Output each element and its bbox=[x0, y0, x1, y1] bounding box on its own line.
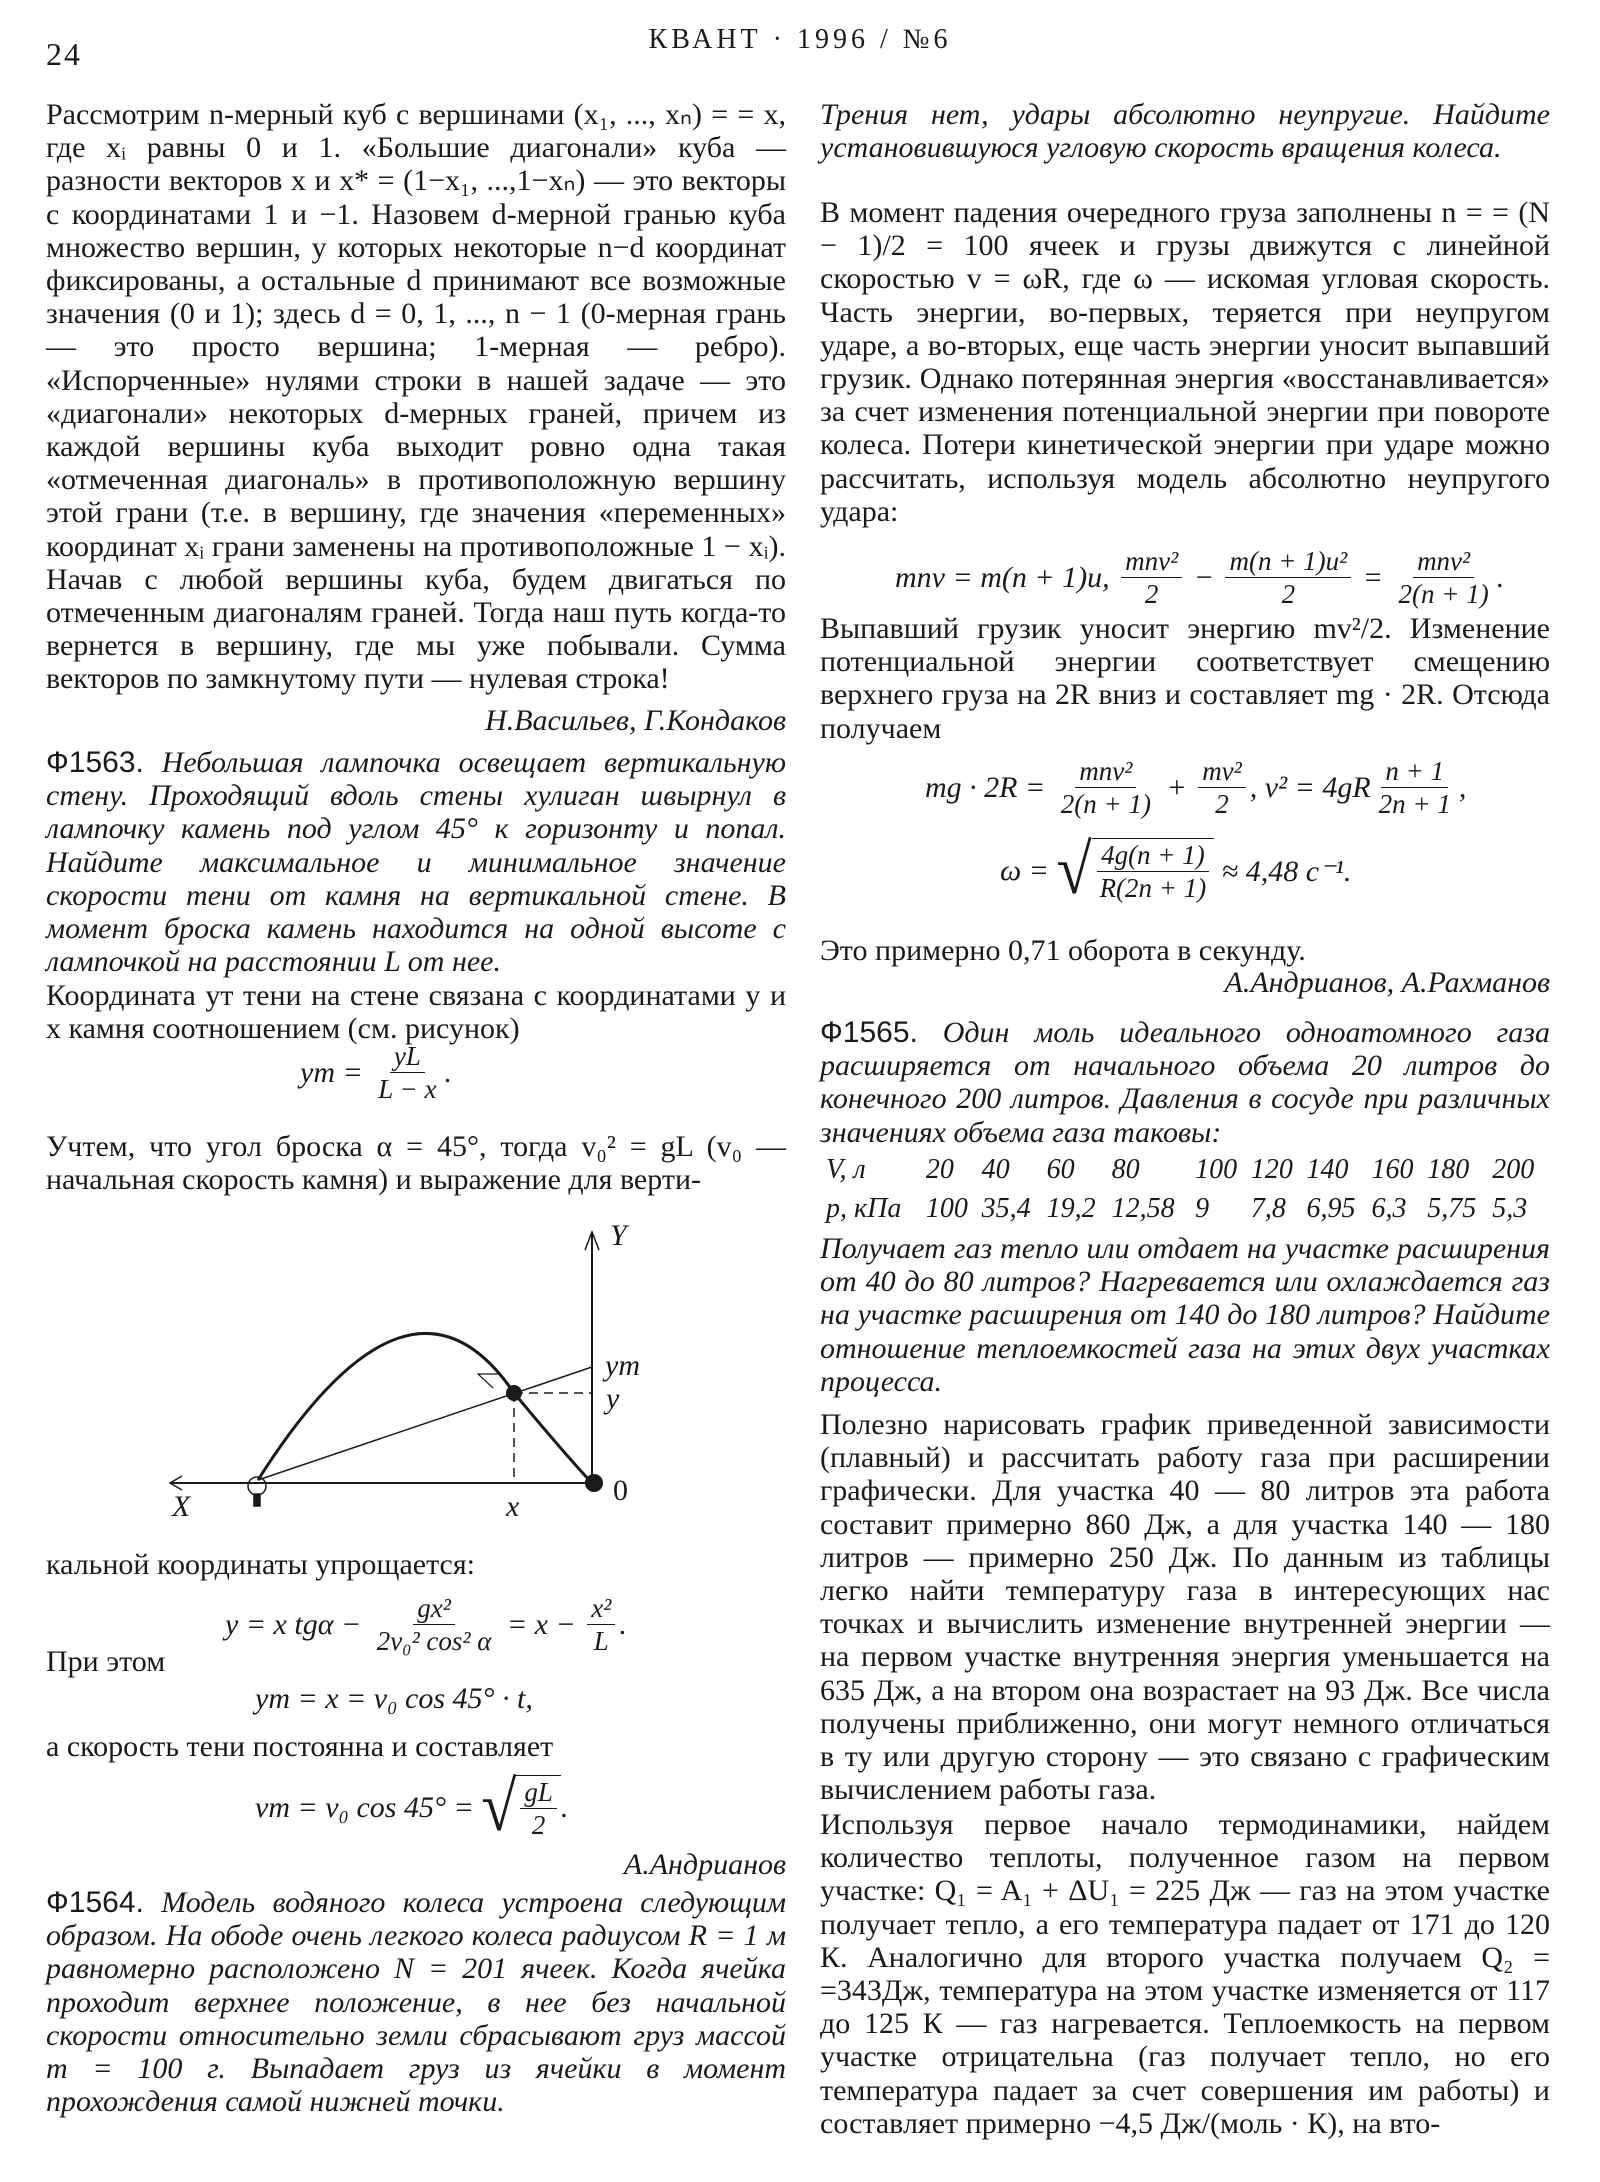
formula-text: mnv = m(n + 1)u, bbox=[895, 560, 1118, 594]
author-signature: Н.Васильев, Г.Кондаков bbox=[485, 704, 786, 737]
table-cell: 9 bbox=[1195, 1192, 1210, 1224]
problem-label: Ф1563. bbox=[46, 746, 144, 779]
denominator: 2v₀² cos² α bbox=[376, 1626, 492, 1656]
fraction bbox=[1057, 755, 1155, 820]
table-cell: 19,2 bbox=[1046, 1192, 1096, 1224]
table-cell: 40 bbox=[981, 1153, 1010, 1185]
pressure-volume-table bbox=[826, 1150, 1548, 1228]
problem-text-continued: Трения нет, удары абсолютно неупругие. Найдите установившуюся угловую скорость вращения колеса. bbox=[820, 98, 1550, 165]
equation bbox=[895, 545, 1504, 610]
equation bbox=[255, 1682, 533, 1716]
stone-icon bbox=[506, 1385, 522, 1401]
formula-text: . bbox=[619, 1607, 627, 1641]
table-cell: 35,4 bbox=[981, 1192, 1031, 1224]
author-signature: А.Андрианов bbox=[623, 1848, 786, 1881]
velocity-arrow bbox=[478, 1374, 498, 1388]
fraction bbox=[1395, 545, 1493, 610]
solution-paragraph: Рассмотрим n-мерный куб с вершинами (x₁, ..., xₙ) = = x, где xᵢ равны 0 и 1. «Большие диагонали» куба — разности векторов x и x* = (1−x₁, ...,1−xₙ) — это векторы с координатами 1 и −1. Назовем d-мерной гранью куба множество вершин, у которых некоторые n−d координат фиксированы, а остальные d принимают все возможные значения (0 и 1); здесь d = 0, 1, ..., n − 1 (0-мерная грань — это просто вершина; 1-мерная — ребро). «Испорченные» нулями строки в нашей задаче — это «диагонали» некоторых d-мерных граней, причем из каждой вершины куба выходит ровно одна такая «отмеченная диагональ» в противоположную вершину этой грани (т.е. в вершину, где значения «переменных» координат xᵢ грани заменены на противоположные 1 − xᵢ). Начав с любой вершины куба, будем двигаться по отмеченным диагоналям граней. Тогда наш путь когда-то вернется в вершину, где мы уже побывали. Сумма векторов по замкнутому пути — нулевая строка! bbox=[46, 98, 786, 696]
numerator: yL bbox=[390, 1040, 425, 1073]
denominator: 2(n + 1) bbox=[1398, 579, 1489, 609]
equation bbox=[255, 1767, 569, 1846]
x-axis-label: X bbox=[172, 1490, 191, 1523]
thrower-point-icon bbox=[585, 1474, 603, 1492]
table-cell: 12,58 bbox=[1111, 1192, 1175, 1224]
denominator: 2 bbox=[1215, 789, 1229, 819]
numerator: m(n + 1)u² bbox=[1225, 545, 1351, 578]
table-cell: 140 bbox=[1306, 1153, 1349, 1185]
table-cell: V, л bbox=[826, 1153, 866, 1185]
fraction bbox=[1096, 839, 1211, 904]
trajectory-figure bbox=[150, 1210, 650, 1530]
problem-text: Небольшая лампочка освещает вертикальную стену. Проходящий вдоль стены хулиган швырнул в лампочку камень под углом 45° к горизонту и попал. Найдите максимальное и минимальное значение скорости тени от камня на вертикальной стене. В момент броска камень находится на одной высоте с лампочкой на расстоянии L от нее. bbox=[46, 746, 786, 979]
solution-paragraph: Координата yт тени на стене связана с координатами y и x камня соотношением (см. рисунок) bbox=[46, 979, 786, 1046]
equation bbox=[300, 1040, 452, 1105]
formula-text: . bbox=[444, 1055, 452, 1089]
pressure-row bbox=[826, 1189, 1548, 1228]
radical-sign-icon: √ bbox=[481, 1767, 517, 1846]
table-cell: 200 bbox=[1492, 1153, 1535, 1185]
solution-paragraph: Учтем, что угол броска α = 45°, тогда v₀² = gL (v₀ — начальная скорость камня) и выражение для верти- bbox=[46, 1130, 786, 1197]
formula-text: ≈ 4,48 с⁻¹. bbox=[1214, 854, 1352, 888]
trajectory-curve bbox=[258, 1333, 592, 1483]
table-cell: 20 bbox=[925, 1153, 954, 1185]
table-cell: 80 bbox=[1111, 1153, 1140, 1185]
table-cell: 100 bbox=[925, 1192, 968, 1224]
solution-paragraph: Это примерно 0,71 оборота в секунду. bbox=[820, 934, 1306, 967]
problem-f1564 bbox=[46, 1886, 786, 2118]
solution-paragraph: Используя первое начало термодинамики, найдем количество теплоты, полученное газом на первом участке: Q₁ = A₁ + ΔU₁ = 225 Дж — газ на этом участке получает тепло, а его температура падает от 171 до 120 К. Аналогично для второго участка получаем Q₂ = =343Дж, температура на этом участке изменяется от 117 до 125 К — газ нагревается. Теплоемкость на первом участке отрицательна (газ получает тепло, но его температура падает за счет совершения им работы) и составляет примерно −4,5 Дж/(моль · К), на вто- bbox=[820, 1808, 1550, 2140]
fraction bbox=[1375, 755, 1455, 820]
table-cell: 120 bbox=[1250, 1153, 1293, 1185]
radical-sign-icon: √ bbox=[1056, 830, 1092, 909]
denominator: L bbox=[593, 1626, 609, 1656]
table-cell: 180 bbox=[1427, 1153, 1470, 1185]
denominator: 2 bbox=[1281, 579, 1296, 609]
formula-text: , v² = 4gR bbox=[1249, 770, 1371, 804]
fraction bbox=[520, 1776, 557, 1841]
solution-paragraph: При этом bbox=[46, 1645, 166, 1678]
solution-paragraph: кальной координаты упрощается: bbox=[46, 1548, 476, 1581]
x-label: x bbox=[506, 1490, 520, 1523]
yt-label: yт bbox=[605, 1349, 640, 1382]
table-cell: 100 bbox=[1195, 1153, 1238, 1185]
radicand bbox=[516, 1775, 561, 1841]
table-cell: 160 bbox=[1371, 1153, 1414, 1185]
formula-text: yт = x = v₀ cos 45° · t, bbox=[255, 1682, 533, 1715]
page-number: 24 bbox=[46, 36, 82, 72]
square-root bbox=[481, 1767, 561, 1846]
solution-paragraph: Полезно нарисовать график приведенной зависимости (плавный) и рассчитать работу газа при расширении графически. Для участка 40 — 80 литров эта работа составит примерно 860 Дж, а для участка 140 — 180 литров — примерно 250 Дж. По данным из таблицы легко найти температуру газа в интересующих нас точках и вычислить изменение внутренней энергии — на первом участке внутренняя энергия уменьшается на 635 Дж, а на втором она возрастает на 93 Дж. Все числа получены приближенно, они могут немного отличаться в ту или другую сторону — это связано с графическим вычислением работы газа. bbox=[820, 1408, 1550, 1807]
table-cell: 60 bbox=[1046, 1153, 1075, 1185]
numerator: mv² bbox=[1198, 755, 1246, 788]
formula-text: y = x tgα − bbox=[225, 1607, 369, 1641]
solution-paragraph: В момент падения очередного груза заполнены n = = (N − 1)/2 = 100 ячеек и грузы движутся с линейной скоростью v = ωR, где ω — искомая угловая скорость. Часть энергии, во-первых, теряется при неупругом ударе, а во-вторых, еще часть энергии уносит выпавший грузик. Однако потерянная энергия «восстанавливается» за счет изменения потенциальной энергии при повороте колеса. Потери кинетической энергии при ударе можно рассчитать, используя модель абсолютно неупругого удара: bbox=[820, 196, 1550, 528]
formula-text: = bbox=[1355, 560, 1391, 594]
denominator: 2 bbox=[531, 1810, 546, 1840]
problem-label: Ф1564. bbox=[46, 1886, 144, 1919]
y-axis-label: Y bbox=[610, 1219, 627, 1252]
denominator: 2(n + 1) bbox=[1060, 789, 1151, 819]
denominator: R(2n + 1) bbox=[1099, 873, 1207, 903]
problem-f1563 bbox=[46, 746, 786, 978]
table-cell: 5,3 bbox=[1492, 1192, 1528, 1224]
square-root bbox=[1056, 830, 1214, 909]
formula-text: , bbox=[1458, 770, 1467, 804]
problem-label: Ф1565. bbox=[820, 1016, 918, 1049]
y-label: y bbox=[606, 1382, 620, 1415]
denominator: 2n + 1 bbox=[1378, 789, 1451, 819]
denominator: L − x bbox=[378, 1074, 437, 1104]
formula-text: = x − bbox=[499, 1607, 584, 1641]
table-cell: 7,8 bbox=[1250, 1192, 1286, 1224]
numerator: x² bbox=[587, 1592, 615, 1625]
formula-text: mg · 2R = bbox=[925, 770, 1053, 804]
numerator: 4g(n + 1) bbox=[1097, 839, 1209, 872]
fraction bbox=[374, 1040, 440, 1105]
numerator: gx² bbox=[413, 1592, 455, 1625]
problem-text: Модель водяного колеса устроена следующим образом. На ободе очень легкого колеса радиусом R = 1 м равномерно расположено N = 201 ячеек. Когда ячейка проходит верхнее положение, в нее без начальной скорости относительно земли сбрасывают груз массой m = 100 г. Выпадает груз из ячейки в момент прохождения самой нижней точки. bbox=[46, 1886, 786, 2119]
formula-text: yт = bbox=[300, 1055, 371, 1089]
lamp-icon bbox=[248, 1477, 266, 1506]
equation bbox=[1000, 830, 1352, 909]
table-cell: 6,3 bbox=[1371, 1192, 1407, 1224]
numerator: mnv² bbox=[1075, 755, 1136, 788]
denominator: 2 bbox=[1144, 579, 1159, 609]
fraction bbox=[1121, 545, 1182, 610]
formula-text: . bbox=[560, 1791, 569, 1824]
radicand bbox=[1092, 838, 1215, 904]
volume-row bbox=[826, 1150, 1548, 1189]
origin-label: 0 bbox=[613, 1474, 628, 1507]
formula-text: − bbox=[1186, 560, 1222, 594]
fraction bbox=[1198, 755, 1246, 820]
formula-text: ω = bbox=[1000, 854, 1057, 887]
numerator: mnv² bbox=[1413, 545, 1474, 578]
solution-paragraph: Выпавший грузик уносит энергию mv²/2. Изменение потенциальной энергии соответствует смещению верхнего груза на 2R вниз и составляет mg · 2R. Отсюда получаем bbox=[820, 612, 1550, 745]
formula-text: . bbox=[1496, 560, 1505, 594]
problem-text: Один моль идеального одноатомного газа расширяется от начального объема 20 литров до конечного 200 литров. Давления в сосуде при различных значениях объема газа таковы: bbox=[820, 1016, 1550, 1149]
formula-text: + bbox=[1158, 770, 1195, 804]
shadow-ray bbox=[258, 1367, 592, 1480]
equation bbox=[925, 755, 1466, 820]
table-cell: 6,95 bbox=[1306, 1192, 1356, 1224]
numerator: n + 1 bbox=[1381, 755, 1448, 788]
numerator: mnv² bbox=[1121, 545, 1182, 578]
table-cell: p, кПа bbox=[826, 1192, 902, 1224]
table-cell: 5,75 bbox=[1427, 1192, 1477, 1224]
running-title: КВАНТ · 1996 / №6 bbox=[648, 24, 952, 55]
problem-f1565 bbox=[820, 1016, 1550, 1149]
numerator: gL bbox=[520, 1776, 557, 1809]
solution-paragraph: а скорость тени постоянна и составляет bbox=[46, 1730, 554, 1763]
fraction bbox=[1225, 545, 1351, 610]
formula-text: vт = v₀ cos 45° = bbox=[255, 1791, 482, 1824]
problem-question: Получает газ тепло или отдает на участке расширения от 40 до 80 литров? Нагревается или охлаждается газ на участке расширения от 140 до 180 литров? Найдите отношение теплоемкостей газа на этих двух участках процесса. bbox=[820, 1232, 1550, 1398]
author-signature: А.Андрианов, А.Рахманов bbox=[1224, 966, 1550, 999]
